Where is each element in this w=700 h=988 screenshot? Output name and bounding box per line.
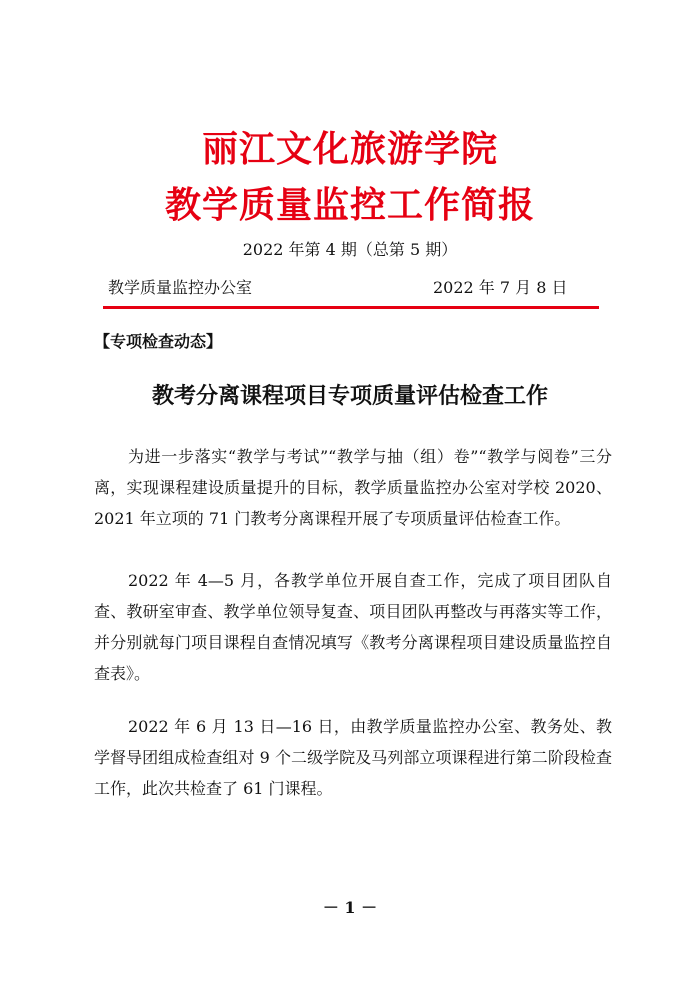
- masthead-title-line1: 丽江文化旅游学院: [201, 129, 498, 170]
- body-paragraph-1: 为进一步落实“教学与考试”“教学与抽（组）卷”“教学与阅卷”三分离，实现课程建设质量提升的目标，教学质量监控办公室对学校 2020、2021 年立项的 71 门教考分离课程开展了专项质量评估检查工作。: [94, 447, 612, 528]
- body-paragraph-3: 2022 年 6 月 13 日—16 日，由教学质量监控办公室、教务处、教学督导团组成检查组对 9 个二级学院及马列部立项课程进行第二阶段检查工作，此次共检查了 61 门课程。: [94, 717, 612, 798]
- issue-date: 2022 年 7 月 8 日: [433, 278, 568, 297]
- section-tag: 【专项检查动态】: [94, 332, 223, 351]
- article-headline: 教考分离课程项目专项质量评估检查工作: [151, 384, 548, 409]
- masthead-title-line2: 教学质量监控工作简报: [164, 185, 535, 226]
- red-divider-rule: [103, 306, 599, 309]
- page-number: － 1 －: [322, 898, 378, 917]
- issuing-office: 教学质量监控办公室: [108, 278, 253, 297]
- issue-number: 2022 年第 4 期（总第 5 期）: [242, 240, 458, 259]
- body-paragraph-2: 2022 年 4—5 月，各教学单位开展自查工作，完成了项目团队自查、教研室审查、教学单位领导复查、项目团队再整改与再落实等工作，并分别就每门项目课程自查情况填写《教考分离课程项目建设质量监控自查表》。: [94, 571, 612, 683]
